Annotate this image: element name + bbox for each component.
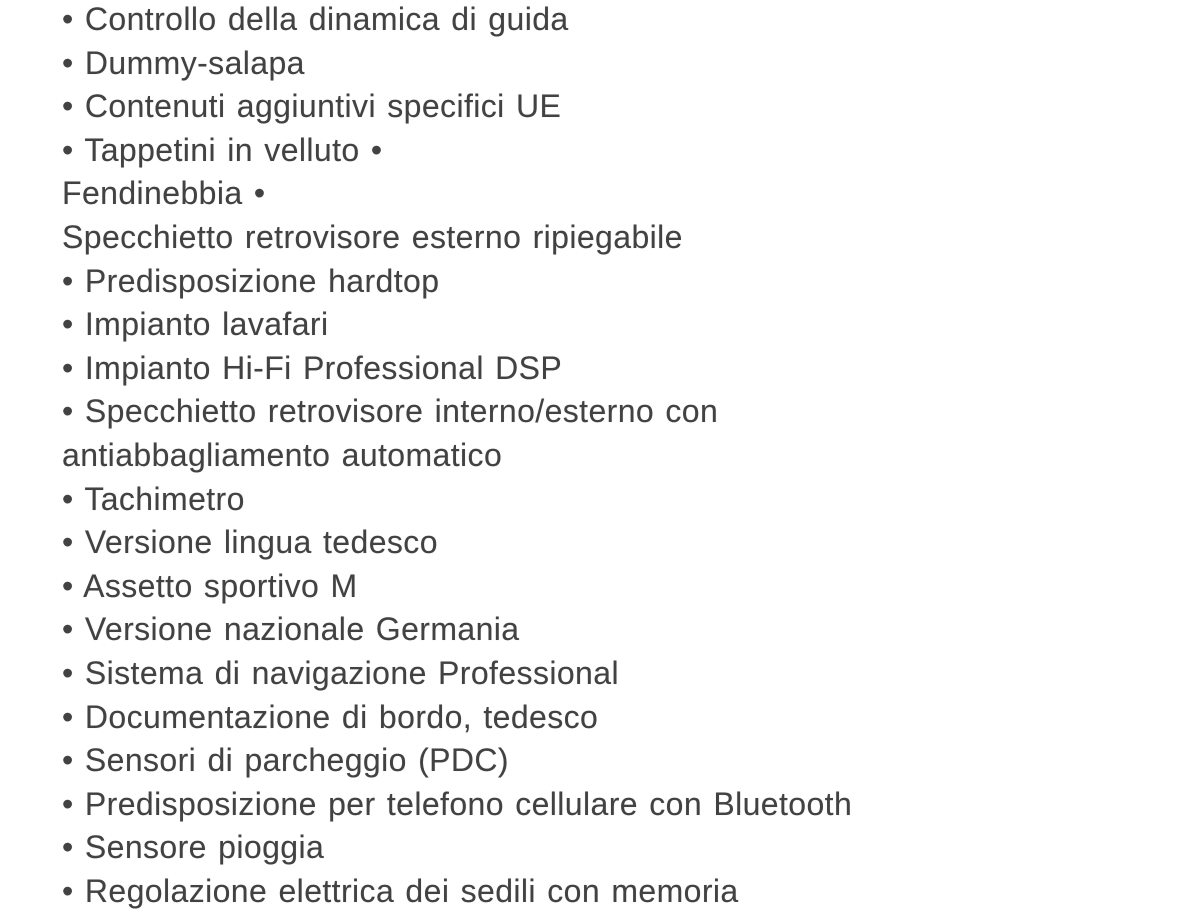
equipment-line: • Specchietto retrovisore interno/esterno con bbox=[62, 393, 719, 430]
equipment-line: • Regolazione elettrica dei sedili con memoria bbox=[62, 872, 739, 909]
equipment-line: • Assetto sportivo M bbox=[62, 567, 358, 604]
equipment-line: • Documentazione di bordo, tedesco bbox=[62, 698, 599, 735]
equipment-line: • Contenuti aggiuntivi specifici UE bbox=[62, 88, 562, 125]
equipment-line-wrap: Specchietto retrovisore esterno ripiegabile bbox=[62, 218, 683, 255]
equipment-line: • Sistema di navigazione Professional bbox=[62, 654, 619, 691]
equipment-line: • Versione lingua tedesco bbox=[62, 524, 438, 561]
equipment-line: • Versione nazionale Germania bbox=[62, 611, 520, 648]
equipment-line-wrap: Fendinebbia • bbox=[62, 175, 266, 212]
equipment-line: • Sensori di parcheggio (PDC) bbox=[62, 742, 509, 779]
equipment-line: • Sensore pioggia bbox=[62, 829, 325, 866]
equipment-line-wrap: antiabbagliamento automatico bbox=[62, 436, 503, 473]
equipment-line: • Impianto lavafari bbox=[62, 306, 329, 343]
equipment-line: • Dummy-salapa bbox=[62, 44, 305, 81]
equipment-line: • Predisposizione per telefono cellulare con Bluetooth bbox=[62, 785, 853, 822]
equipment-line: • Impianto Hi-Fi Professional DSP bbox=[62, 349, 563, 386]
equipment-list bbox=[62, 0, 1180, 913]
equipment-line: • Tappetini in velluto • bbox=[62, 131, 383, 168]
equipment-line: • Tachimetro bbox=[62, 480, 245, 517]
equipment-line: • Controllo della dinamica di guida bbox=[62, 1, 569, 37]
equipment-line: • Predisposizione hardtop bbox=[62, 262, 440, 299]
